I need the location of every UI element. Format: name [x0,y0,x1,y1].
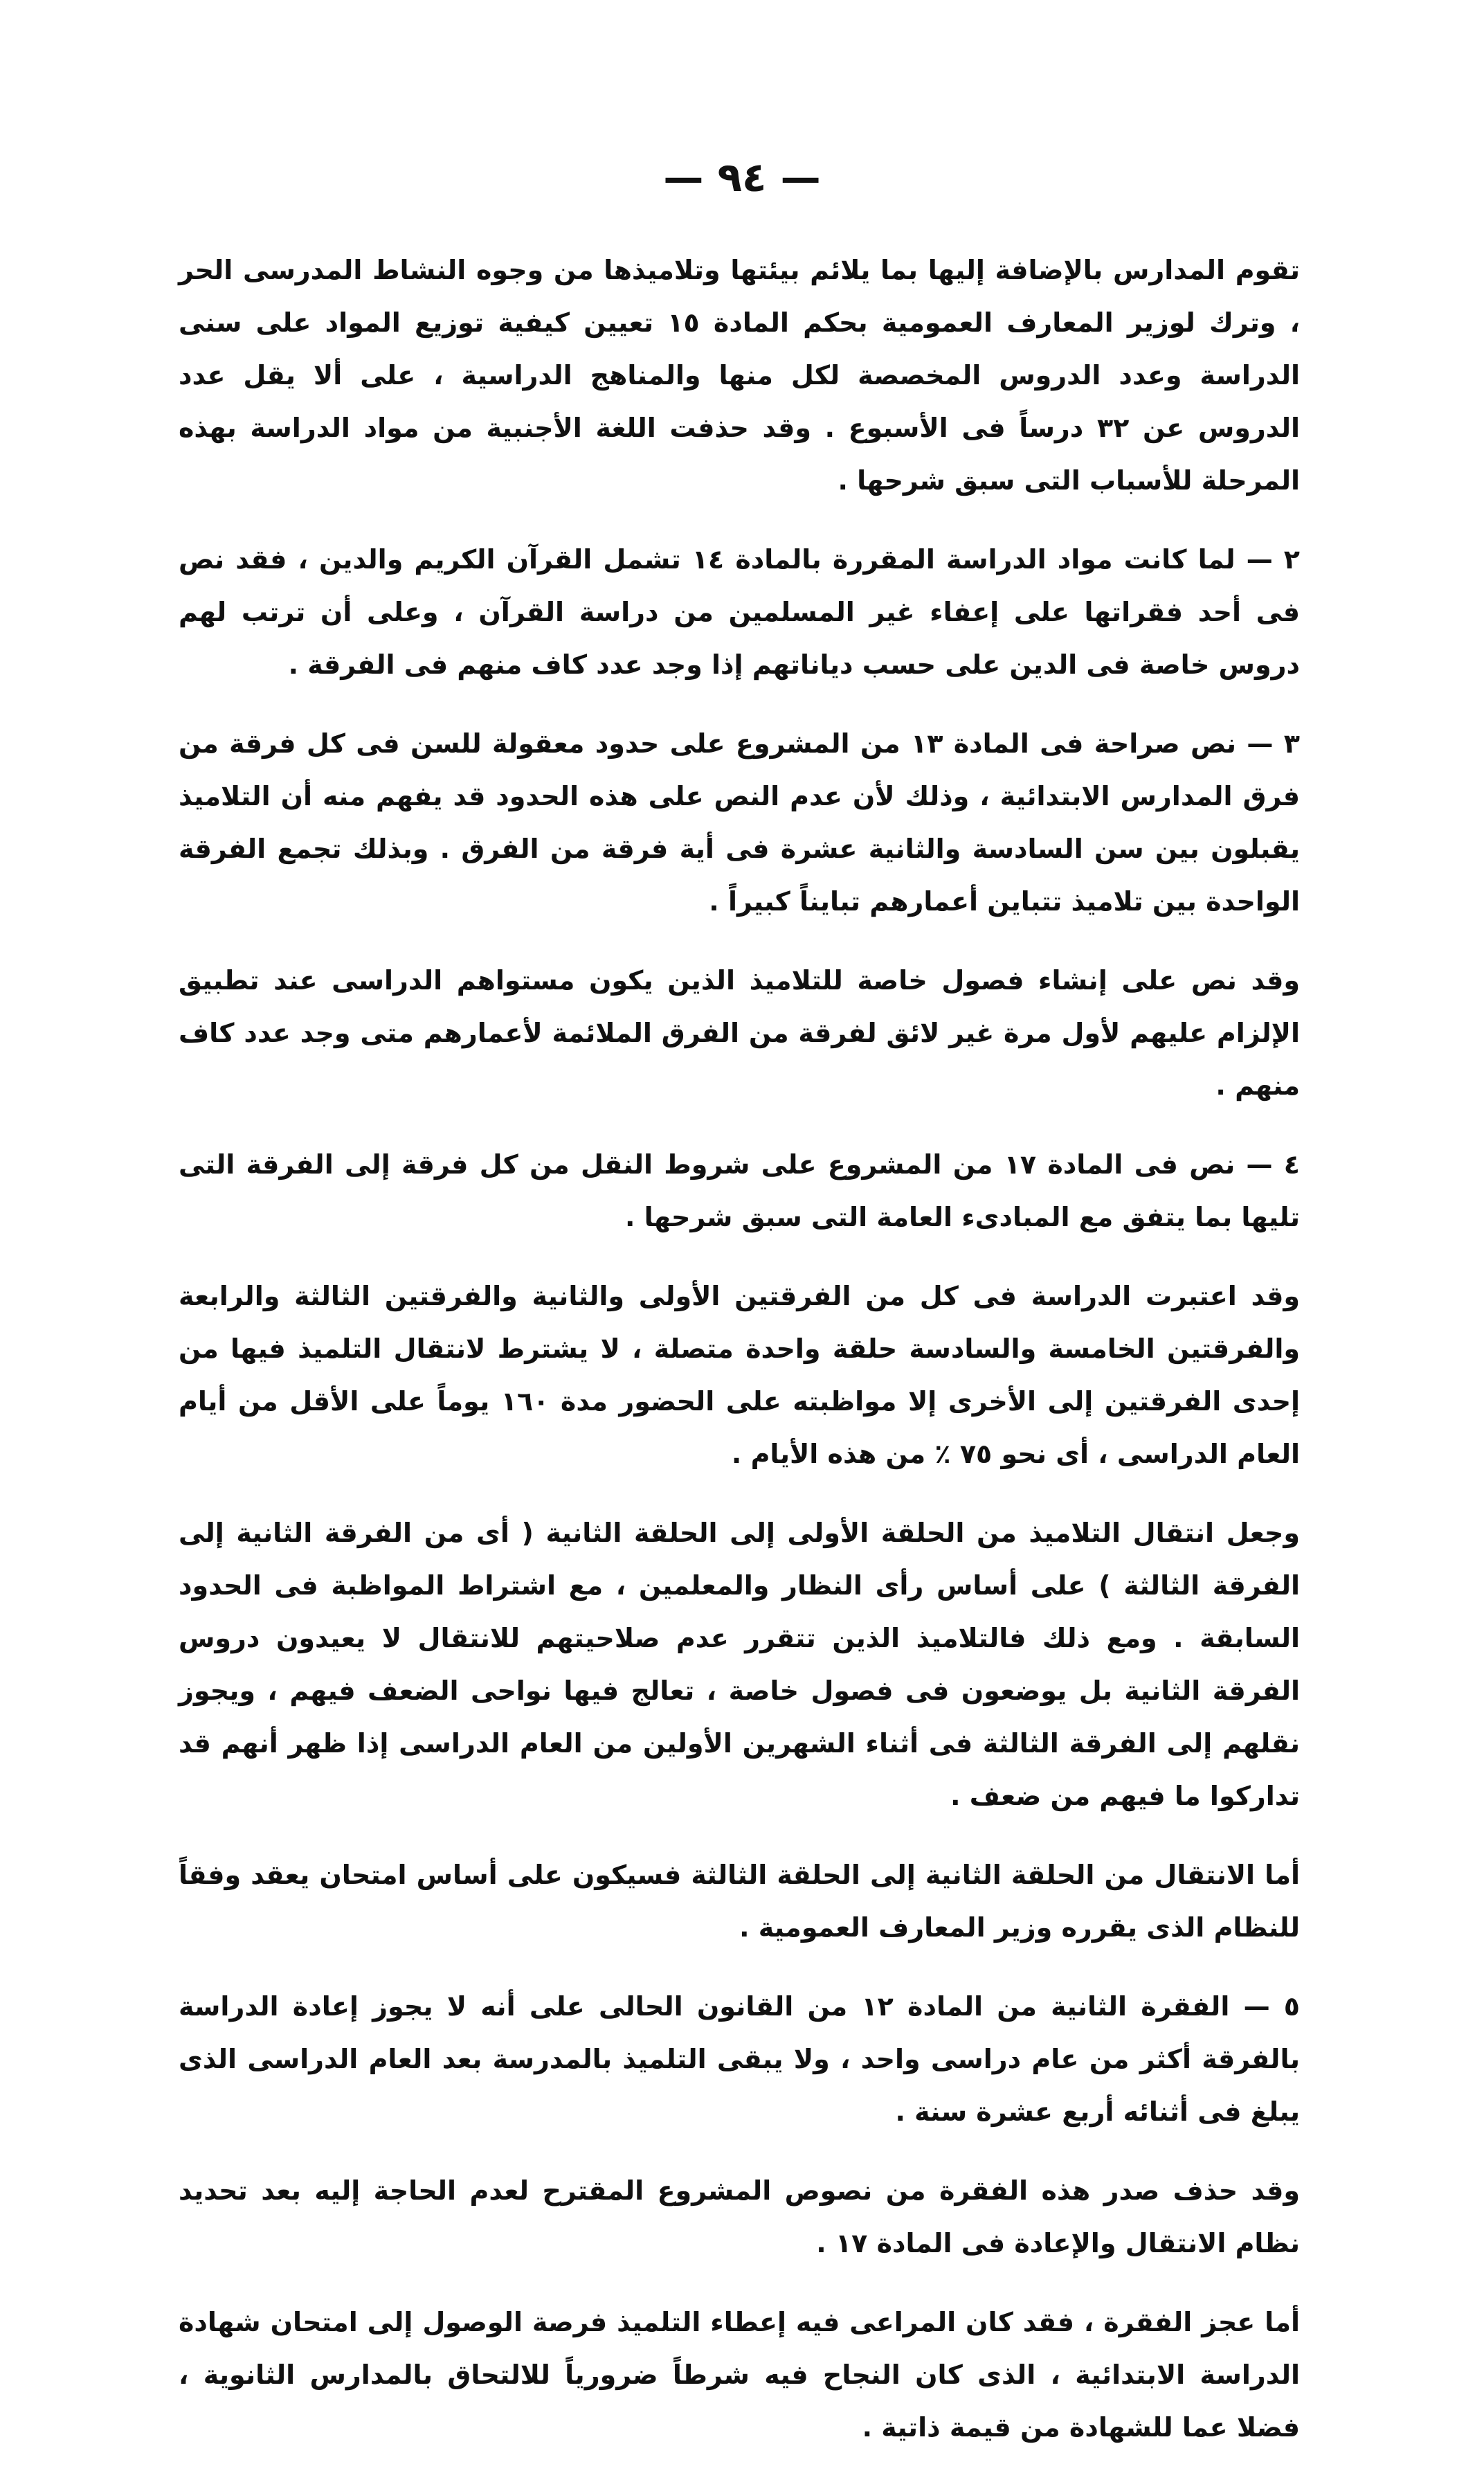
paragraph: وقد حذف صدر هذه الفقرة من نصوص المشروع المقترح لعدم الحاجة إليه بعد تحديد نظام الانتقال والإعادة فى المادة ١٧ . [179,2175,1300,2258]
paragraph: ٤ — نص فى المادة ١٧ من المشروع على شروط النقل من كل فرقة إلى الفرقة التى تليها بما يتفق مع المبادىء العامة التى سبق شرحها . [179,1149,1300,1232]
paragraph: أما عجز الفقرة ، فقد كان المراعى فيه إعطاء التلميذ فرصة الوصول إلى امتحان شهادة الدراسة الابتدائية ، الذى كان النجاح فيه شرطاً ضرورياً للالتحاق بالمدارس الثانوية ، فضلا عما للشهادة من قيمة ذاتية . [179,2307,1300,2443]
page-number: — ٩٤ — [663,154,821,201]
paragraph: تقوم المدارس بالإضافة إليها بما يلائم بيئتها وتلاميذها من وجوه النشاط المدرسى الحر ، وترك لوزير المعارف العمومية بحكم المادة ١٥ تعيين كيفية توزيع المواد على سنى الدراسة وعدد الدروس المخصصة لكل منها والمناهج الدراسية ، على ألا يقل عدد الدروس عن ٣٢ درساً فى الأسبوع . وقد حذفت اللغة الأجنبية من مواد الدراسة بهذه المرحلة للأسباب التى سبق شرحها . [179,255,1300,496]
paragraph: وقد نص على إنشاء فصول خاصة للتلاميذ الذين يكون مستواهم الدراسى عند تطبيق الإلزام عليهم لأول مرة غير لائق لفرقة من الفرق الملائمة لأعمارهم متى وجد عدد كاف منهم . [179,965,1300,1101]
paragraph: أما الانتقال من الحلقة الثانية إلى الحلقة الثالثة فسيكون على أساس امتحان يعقد وفقاً للنظام الذى يقرره وزير المعارف العمومية . [179,1860,1300,1943]
paragraph: وجعل انتقال التلاميذ من الحلقة الأولى إلى الحلقة الثانية ( أى من الفرقة الثانية إلى الفرقة الثالثة ) على أساس رأى النظار والمعلمين ، مع اشتراط المواظبة فى الحدود السابقة . ومع ذلك فالتلاميذ الذين تتقرر عدم صلاحيتهم للانتقال لا يعيدون دروس الفرقة الثانية بل يوضعون فى فصول خاصة ، تعالج فيها نواحى الضعف فيهم ، ويجوز نقلهم إلى الفرقة الثالثة فى أثناء الشهرين الأولين من العام الدراسى إذا ظهر أنهم قد تداركوا ما فيهم من ضعف . [179,1518,1300,1811]
paragraph: وقد اعتبرت الدراسة فى كل من الفرقتين الأولى والثانية والفرقتين الثالثة والرابعة والفرقتين الخامسة والسادسة حلقة واحدة متصلة ، لا يشترط لانتقال التلميذ فيها من إحدى الفرقتين إلى الأخرى إلا مواظبته على الحضور مدة ١٦٠ يوماً على الأقل من أيام العام الدراسى ، أى نحو ٧٥ ٪ من هذه الأيام . [179,1281,1300,1469]
paragraph: ٢ — لما كانت مواد الدراسة المقررة بالمادة ١٤ تشمل القرآن الكريم والدين ، فقد نص فى أحد فقراتها على إعفاء غير المسلمين من دراسة القرآن ، وعلى أن ترتب لهم دروس خاصة فى الدين على حسب دياناتهم إذا وجد عدد كاف منهم فى الفرقة . [179,544,1300,680]
paragraph: ٣ — نص صراحة فى المادة ١٣ من المشروع على حدود معقولة للسن فى كل فرقة من فرق المدارس الابتدائية ، وذلك لأن عدم النص على هذه الحدود قد يفهم منه أن التلاميذ يقبلون بين سن السادسة والثانية عشرة فى أية فرقة من الفرق . وبذلك تجمع الفرقة الواحدة بين تلاميذ تتباين أعمارهم تبايناً كبيراً . [179,728,1300,917]
body-text [179,244,1300,2480]
paragraph: ٥ — الفقرة الثانية من المادة ١٢ من القانون الحالى على أنه لا يجوز إعادة الدراسة بالفرقة أكثر من عام دراسى واحد ، ولا يبقى التلميذ بالمدرسة بعد العام الدراسى الذى يبلغ فى أثنائه أربع عشرة سنة . [179,1991,1300,2127]
